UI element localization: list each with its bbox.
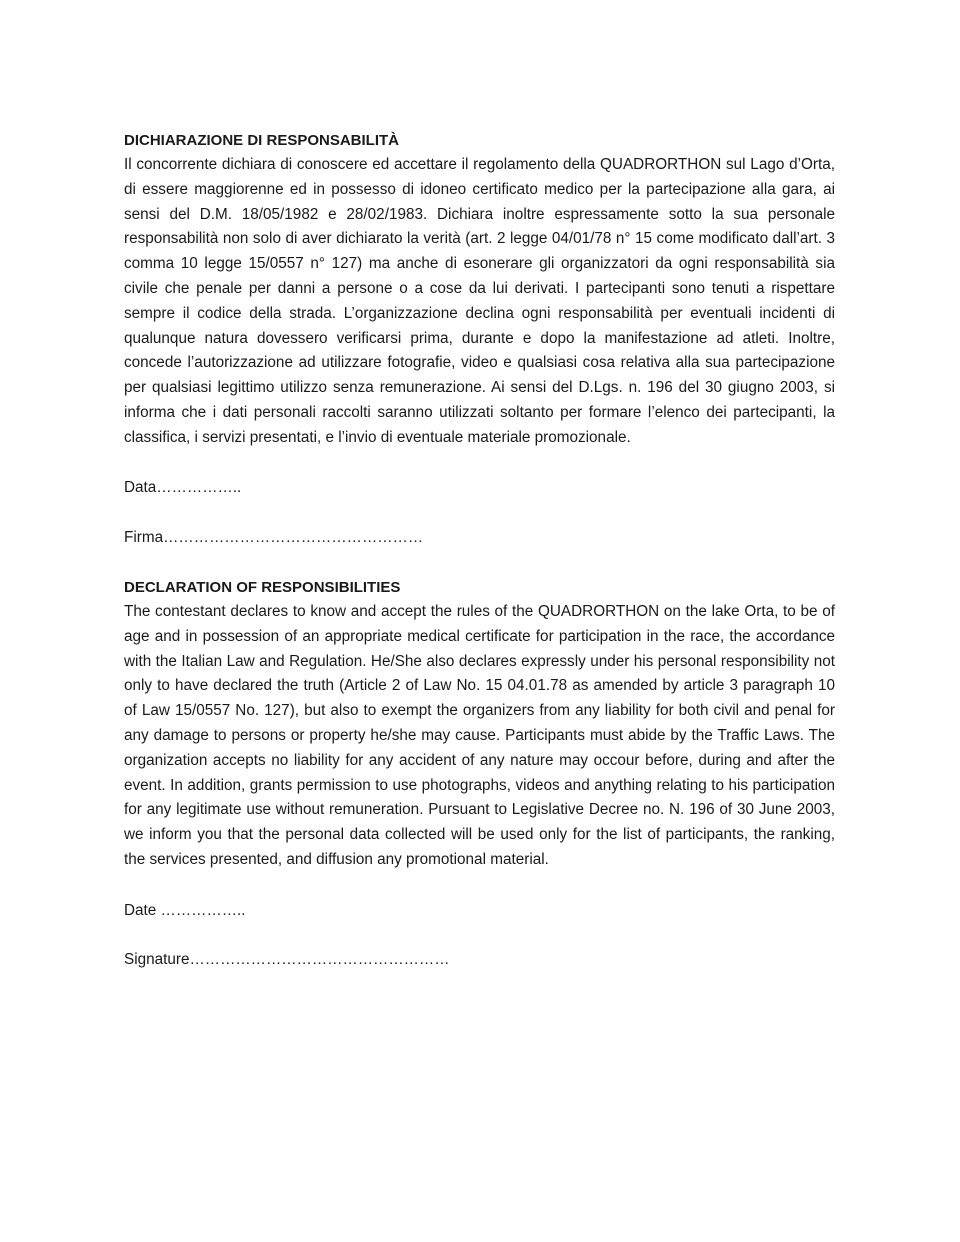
english-heading: DECLARATION OF RESPONSIBILITIES xyxy=(124,578,401,596)
italian-body: Il concorrente dichiara di conoscere ed accettare il regolamento della QUADRORTHON sul Lago d’Orta, di essere maggiorenne ed in possesso di idoneo certificato medico per la partecipazione alla gara, ai sensi del D.M. 18/05/1982 e 28/02/1983. Dichiara inoltre espressamente sotto la sua personale responsabilità non solo di aver dichiarato la verità (art. 2 legge 04/01/78 n° 15 come modificato dall’art. 3 comma 10 legge 15/0557 n° 127) ma anche di esonerare gli organizzatori da ogni responsabilità sia civile che penale per danni a persone o a cose da lui derivati. I partecipanti sono tenuti a rispettare sempre il codice della strada. L’organizzazione declina ogni responsabilità per eventuali incidenti di qualunque natura dovessero verificarsi prima, durante e dopo la manifestazione ad atleti. Inoltre, concede l’autorizzazione ad utilizzare fotografie, video e qualsiasi cosa relativa alla sua partecipazione per qualsiasi legittimo utilizzo senza remunerazione. Ai sensi del D.Lgs. n. 196 del 30 giugno 2003, si informa che i dati personali raccolti saranno utilizzati soltanto per formare l’elenco dei partecipanti, la classifica, i servizi presentati, e l’invio di eventuale materiale promozionale. xyxy=(124,156,835,446)
italian-heading: DICHIARAZIONE DI RESPONSABILITÀ xyxy=(124,132,400,149)
document-page xyxy=(124,128,835,972)
italian-section xyxy=(124,128,835,550)
english-section xyxy=(124,575,835,972)
english-date-field: Date …………….. xyxy=(124,901,246,919)
italian-date-field: Data…………….. xyxy=(124,479,242,497)
italian-signature-field: Firma…………………………………………… xyxy=(124,529,424,547)
english-signature-field: Signature…………………………………………… xyxy=(124,951,450,969)
english-body: The contestant declares to know and accept the rules of the QUADRORTHON on the lake Orta, to be of age and in possession of an appropriate medical certificate for participation in the race, the accordance with the Italian Law and Regulation. He/She also declares expressly under his personal responsibility not only to have declared the truth (Article 2 of Law No. 15 04.01.78 as amended by article 3 paragraph 10 of Law 15/0557 No. 127), but also to exempt the organizers from any liability for both civil and penal for any damage to persons or property he/she may cause. Participants must abide by the Traffic Laws. The organization accepts no liability for any accident of any nature may occour before, during and after the event. In addition, grants permission to use photographs, videos and anything relating to his participation for any legitimate use without remuneration. Pursuant to Legislative Decree no. N. 196 of 30 June 2003, we inform you that the personal data collected will be used only for the list of participants, the ranking, the services presented, and diffusion any promotional material. xyxy=(124,602,835,868)
